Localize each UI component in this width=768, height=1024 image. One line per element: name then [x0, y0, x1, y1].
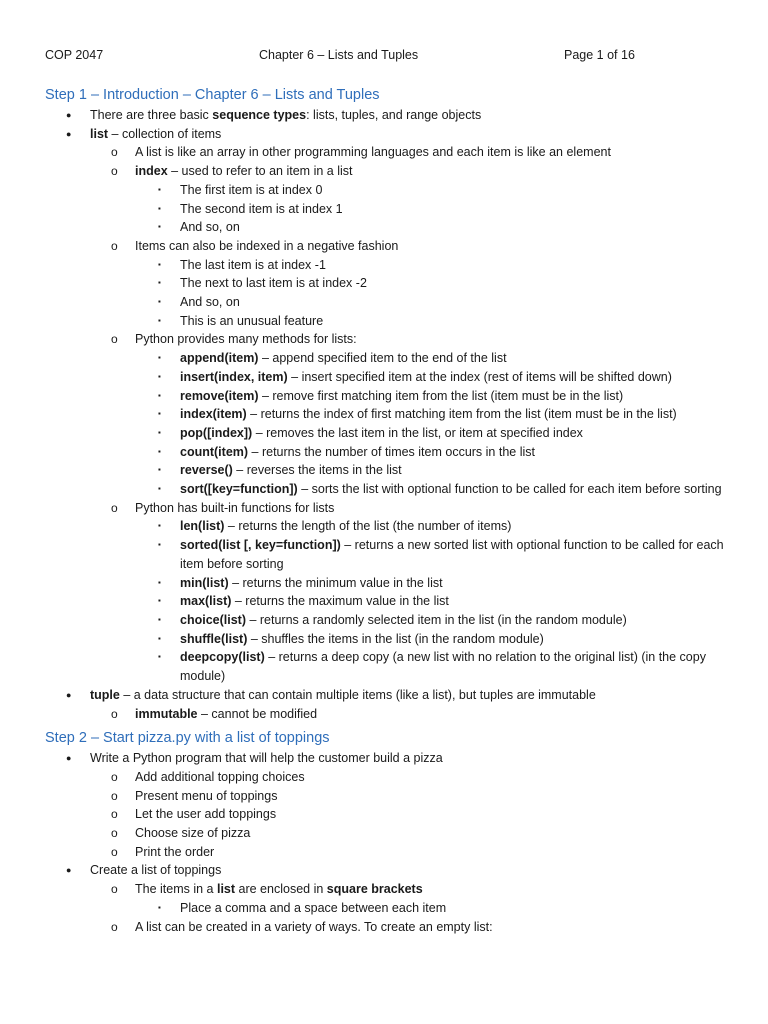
list-item: o Present menu of toppings — [45, 787, 735, 806]
bullet-icon: o — [111, 332, 118, 347]
list-item: ▪ Place a comma and a space between each item — [45, 899, 735, 918]
step2-heading: Step 2 – Start pizza.py with a list of toppings — [45, 730, 330, 747]
list-item: o Let the user add toppings — [45, 805, 735, 824]
bullet-icon: ▪ — [158, 652, 161, 662]
list-item: o A list is like an array in other programming languages and each item is like an element — [45, 143, 735, 162]
method-item: ▪ sort([key=function]) – sorts the list with optional function to be called for each item before sorting — [45, 480, 735, 499]
method-item: ▪ pop([index]) – removes the last item in the list, or item at specified index — [45, 424, 735, 443]
list-item: o Python has built-in functions for lists — [45, 499, 735, 518]
bullet-icon: ▪ — [158, 577, 161, 587]
bullet-icon: o — [111, 788, 118, 803]
list-item: o Python provides many methods for lists: — [45, 330, 735, 349]
bullet-icon: ▪ — [158, 315, 161, 325]
bullet-icon: ▪ — [158, 297, 161, 307]
bullet-icon: ▪ — [158, 614, 161, 624]
list-item: ● list – collection of items — [45, 125, 735, 144]
chapter-title: Chapter 6 – Lists and Tuples — [259, 48, 419, 62]
bullet-icon: o — [111, 238, 118, 253]
list-item: ● There are three basic sequence types: lists, tuples, and range objects — [45, 106, 735, 125]
bullet-icon: o — [111, 145, 118, 160]
bullet-icon: ▪ — [158, 902, 161, 912]
course-code: COP 2047 — [45, 48, 104, 62]
builtin-item: ▪ len(list) – returns the length of the list (the number of items) — [45, 517, 735, 536]
bullet-icon: o — [111, 882, 118, 897]
list-item: ▪ The last item is at index -1 — [45, 256, 735, 275]
list-item: ▪ And so, on — [45, 293, 735, 312]
page-number: Page 1 of 16 — [564, 48, 635, 62]
builtin-item: ▪ deepcopy(list) – returns a deep copy (a new list with no relation to the original list) (in the copy module) — [158, 650, 706, 684]
bullet-icon: o — [111, 706, 118, 721]
bullet-icon: ▪ — [158, 521, 161, 531]
list-item: ● tuple – a data structure that can contain multiple items (like a list), but tuples are immutable — [45, 686, 735, 705]
method-item: ▪ index(item) – returns the index of first matching item from the list (item must be in the list) — [45, 405, 735, 424]
bullet-icon: ▪ — [158, 222, 161, 232]
list-item: o index – used to refer to an item in a list — [45, 162, 735, 181]
bullet-icon: ▪ — [158, 390, 161, 400]
bullet-icon: ▪ — [158, 596, 161, 606]
bullet-icon: o — [111, 164, 118, 179]
builtin-item: ▪ min(list) – returns the minimum value in the list — [45, 574, 735, 593]
list-item: o Choose size of pizza — [45, 824, 735, 843]
bullet-icon: ▪ — [158, 259, 161, 269]
bullet-icon: o — [111, 500, 118, 515]
bullet-icon: ▪ — [158, 371, 161, 381]
bullet-icon: ▪ — [158, 540, 161, 550]
bullet-icon: ▪ — [158, 409, 161, 419]
step1-heading: Step 1 – Introduction – Chapter 6 – Lists and Tuples — [45, 87, 380, 103]
bullet-icon: ● — [66, 110, 72, 120]
list-item: o immutable – cannot be modified — [45, 705, 735, 724]
method-item: ▪ reverse() – reverses the items in the list — [45, 461, 735, 480]
method-item: ▪ remove(item) – remove first matching item from the list (item must be in the list) — [45, 387, 735, 406]
method-item: ▪ append(item) – append specified item to the end of the list — [45, 349, 735, 368]
bullet-icon: ▪ — [158, 427, 161, 437]
method-item: ▪ count(item) – returns the number of times item occurs in the list — [45, 443, 735, 462]
list-item: ▪ The second item is at index 1 — [45, 200, 735, 219]
list-item: ● Create a list of toppings — [45, 861, 735, 880]
list-item: ▪ The next to last item is at index -2 — [45, 274, 735, 293]
list-item: ▪ This is an unusual feature — [45, 312, 735, 331]
bullet-icon: ● — [66, 753, 72, 764]
bullet-icon: ● — [66, 865, 72, 876]
bullet-icon: ● — [66, 128, 72, 139]
builtin-item: ▪ sorted(list [, key=function]) – returns a new sorted list with optional function to be called for each item before sorting — [158, 538, 724, 571]
list-item: o Print the order — [45, 843, 735, 862]
document-body — [45, 84, 735, 936]
list-item: o Items can also be indexed in a negative fashion — [45, 237, 735, 256]
list-item: o The items in a list are enclosed in square brackets — [45, 880, 735, 899]
page-header — [45, 48, 635, 66]
builtin-item: ▪ shuffle(list) – shuffles the items in the list (in the random module) — [45, 630, 735, 649]
bullet-icon: ● — [66, 689, 72, 700]
list-item: ● Write a Python program that will help the customer build a pizza — [45, 749, 735, 768]
list-item: o A list can be created in a variety of ways. To create an empty list: — [45, 918, 735, 937]
list-item: ▪ The first item is at index 0 — [45, 181, 735, 200]
builtin-item: ▪ max(list) – returns the maximum value in the list — [45, 592, 735, 611]
builtin-item: ▪ choice(list) – returns a randomly selected item in the list (in the random module) — [45, 611, 735, 630]
bullet-icon: o — [111, 769, 118, 784]
bullet-icon: ▪ — [158, 465, 161, 475]
list-item: o Add additional topping choices — [45, 768, 735, 787]
bullet-icon: ▪ — [158, 484, 161, 494]
list-item: ▪ And so, on — [45, 218, 735, 237]
bullet-icon: o — [111, 844, 118, 859]
bullet-icon: ▪ — [158, 446, 161, 456]
bullet-icon: ▪ — [158, 203, 161, 213]
bullet-icon: ▪ — [158, 278, 161, 288]
bullet-icon: ▪ — [158, 184, 161, 194]
bullet-icon: o — [111, 826, 118, 841]
bullet-icon: ▪ — [158, 633, 161, 643]
method-item: ▪ insert(index, item) – insert specified item at the index (rest of items will be shifted down) — [45, 368, 735, 387]
bullet-icon: ▪ — [158, 353, 161, 363]
bullet-icon: o — [111, 807, 118, 822]
bullet-icon: o — [111, 919, 118, 934]
